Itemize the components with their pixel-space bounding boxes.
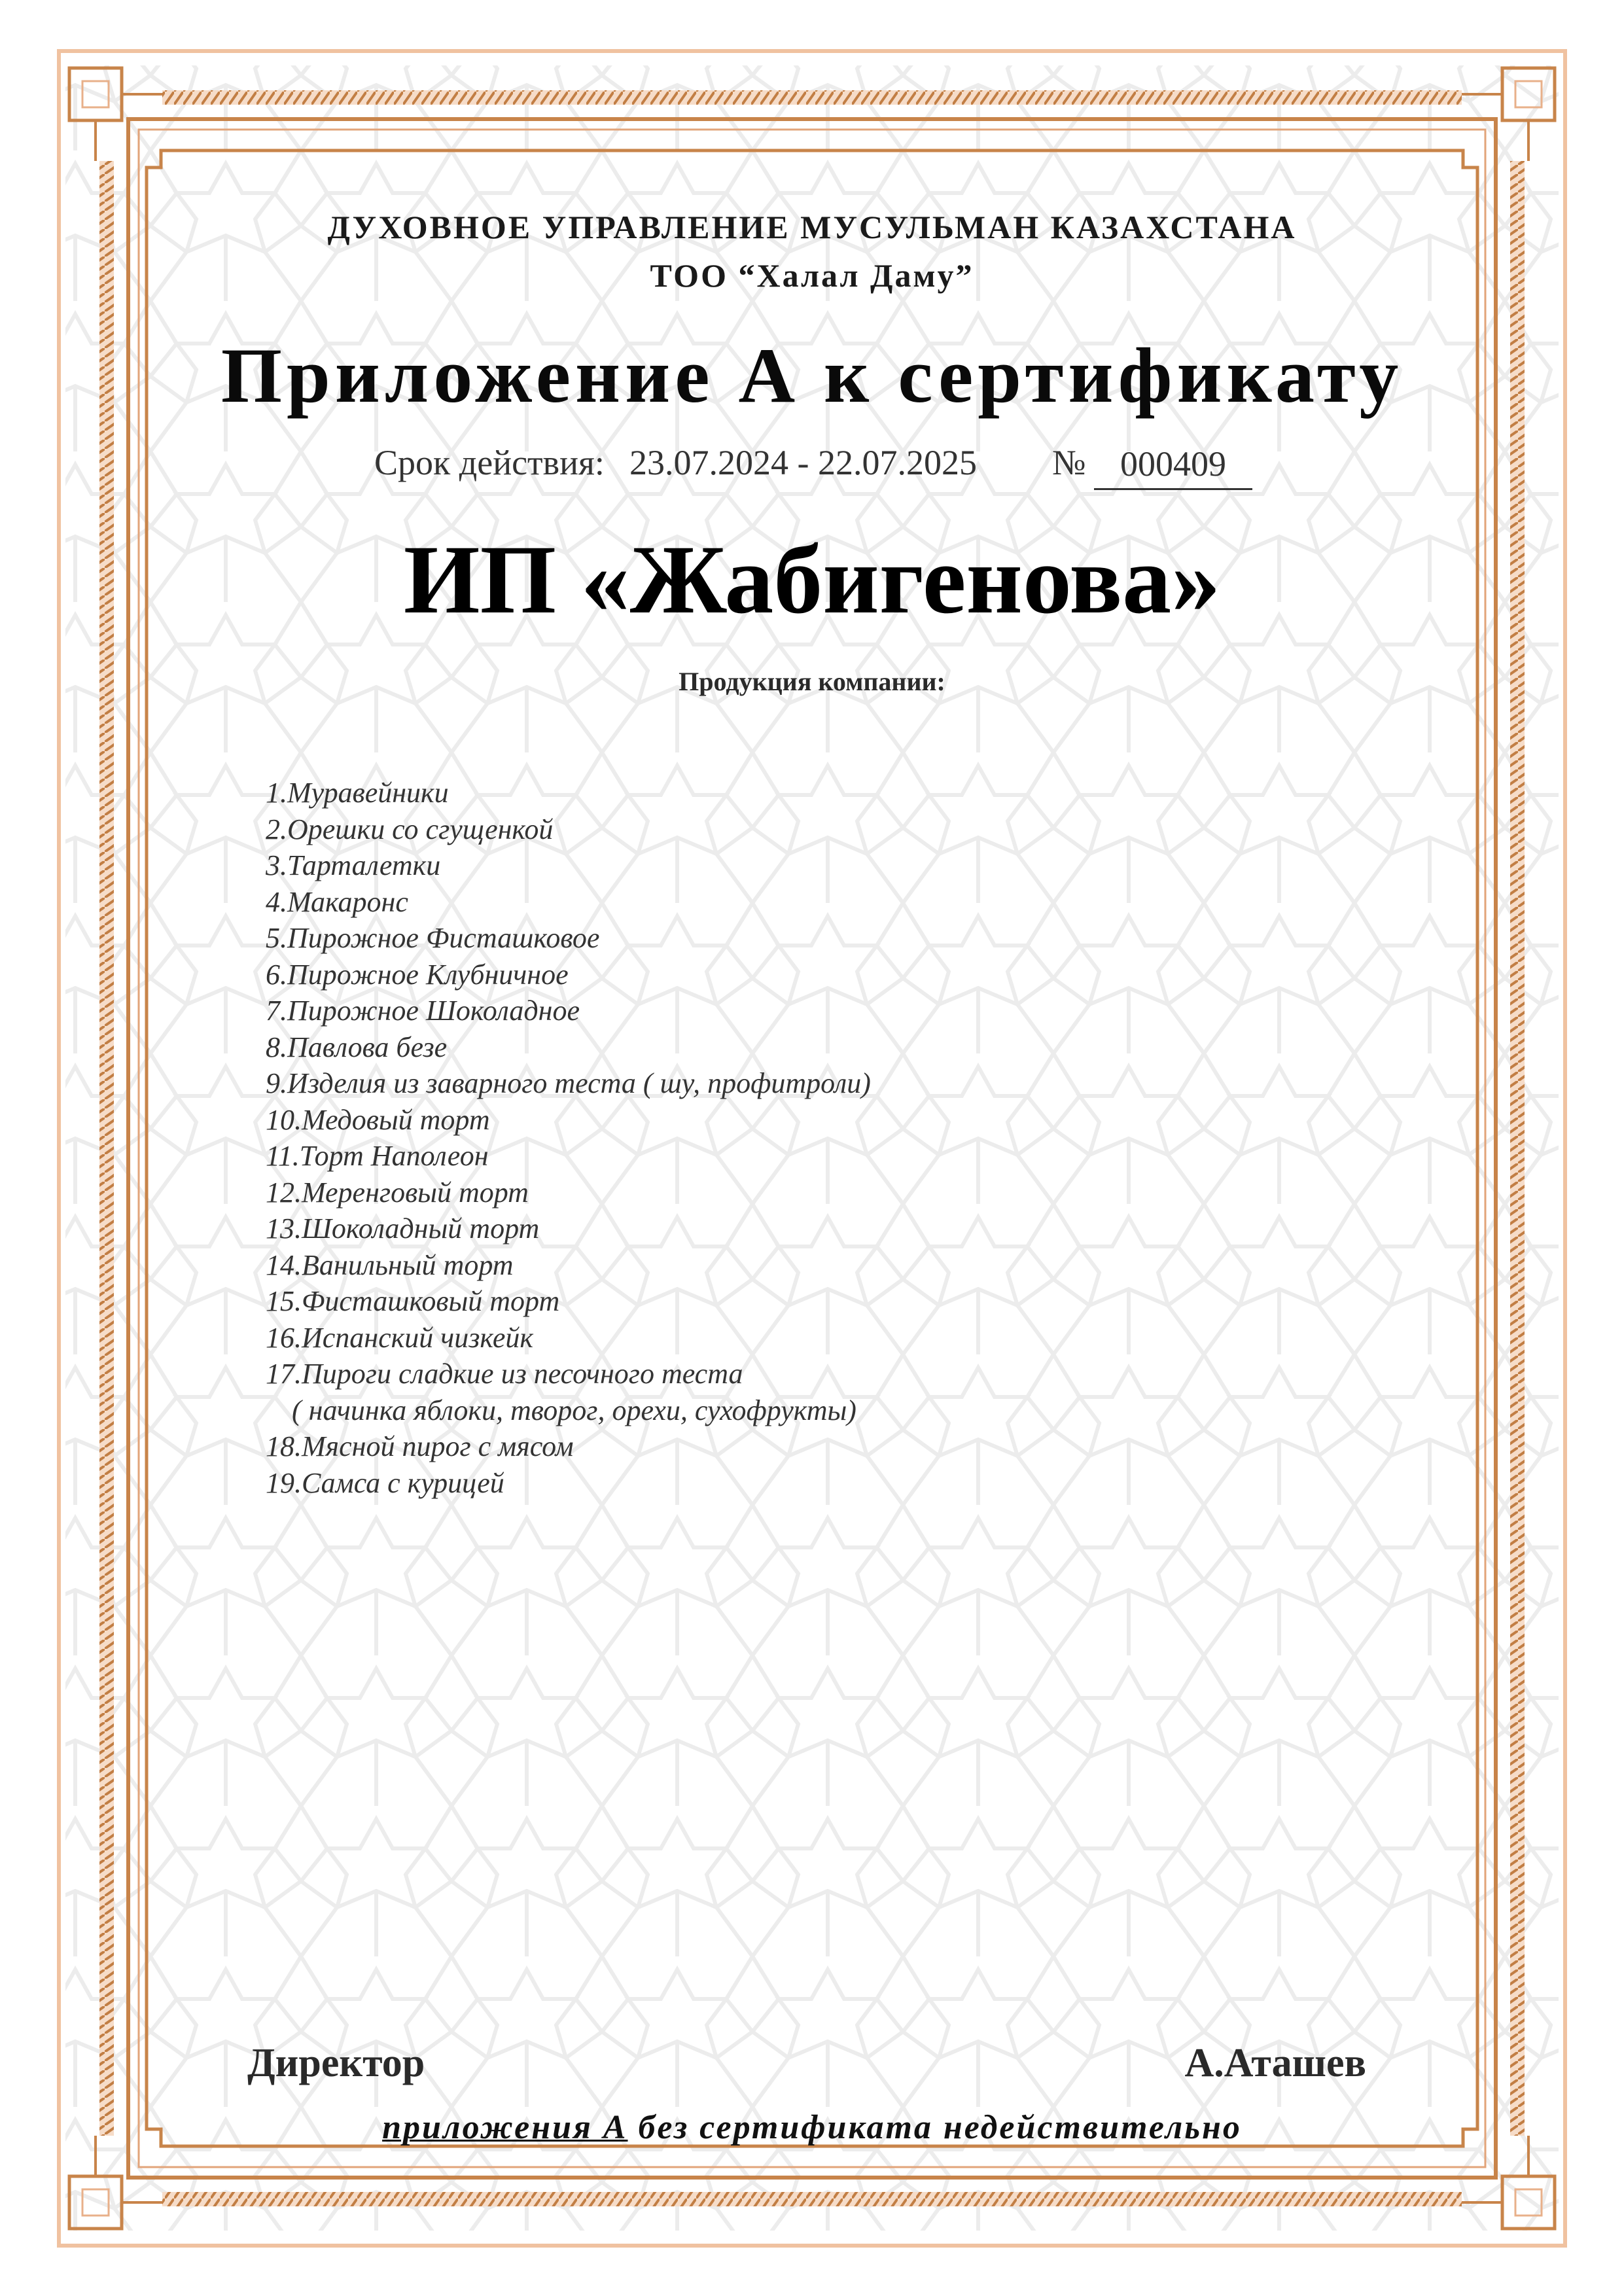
document-title: Приложение А к сертификату [221,332,1403,419]
list-item-continuation: ( начинка яблоки, творог, орехи, сухофрукты) [292,1394,856,1426]
list-item: 3.Тарталетки [266,849,441,881]
list-item: 10.Медовый торт [266,1103,490,1136]
list-item: 11.Торт Наполеон [266,1140,489,1172]
director-name: А.Аташев [1184,2041,1366,2085]
list-item: 17.Пироги сладкие из песочного теста [266,1358,743,1390]
list-item: 2.Орешки со сгущенкой [266,813,554,845]
certificate-number: 000409 [1094,442,1252,490]
organization-name: ДУХОВНОЕ УПРАВЛЕНИЕ МУСУЛЬМАН КАЗАХСТАНА [327,209,1297,245]
products-heading: Продукция компании: [679,667,945,696]
list-item: 13.Шоколадный торт [266,1212,540,1245]
list-item: 7.Пирожное Шоколадное [266,995,580,1027]
company-name: ИП «Жабигенова» [403,525,1221,634]
list-item: 9.Изделия из заварного теста ( шу, профитроли) [266,1067,871,1099]
director-label: Директор [247,2041,425,2085]
list-item: 18.Мясной пирог с мясом [266,1430,574,1462]
list-item: 19.Самса с курицей [266,1466,504,1499]
list-item: 12.Меренговый торт [266,1176,529,1209]
list-item: 6.Пирожное Клубничное [266,958,569,991]
list-item: 14.Ванильный торт [266,1248,514,1281]
list-item: 1.Муравейники [266,777,449,809]
validity-dates: 23.07.2024 - 22.07.2025 [629,443,977,482]
company-subtitle: ТОО “Халал Даму” [650,257,974,294]
list-item: 16.Испанский чизкейк [266,1321,533,1354]
list-item: 5.Пирожное Фисташковое [266,922,600,954]
footer-note [0,2108,1624,2147]
product-list [266,775,1378,1501]
list-item: 15.Фисташковый торт [266,1285,560,1317]
list-item: 4.Макаронс [266,885,408,918]
footer-text: без сертификата недействительно [627,2109,1242,2146]
footer-underlined-text: приложения А [382,2109,628,2146]
validity-row [374,442,1290,495]
number-sign: № [1052,443,1086,482]
list-item: 8.Павлова безе [266,1031,448,1063]
validity-label: Срок действия: [374,443,605,482]
